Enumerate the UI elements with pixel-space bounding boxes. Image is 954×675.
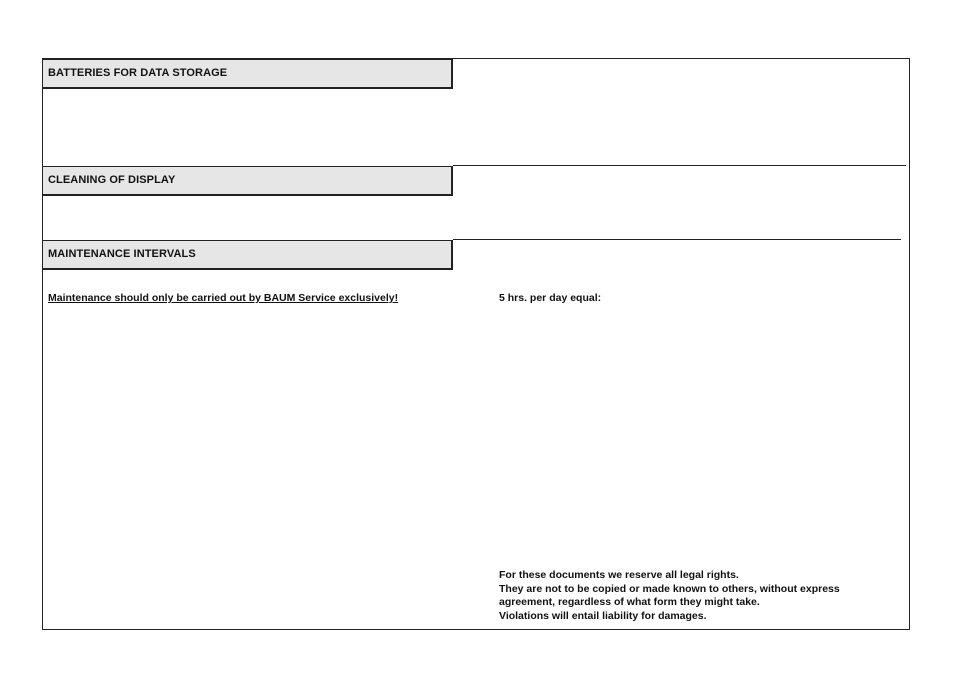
section-header-batteries: BATTERIES FOR DATA STORAGE	[42, 59, 453, 89]
divider-line	[453, 165, 906, 166]
legal-line: They are not to be copied or made known to others, without express	[499, 582, 840, 595]
maintenance-notice: Maintenance should only be carried out by BAUM Service exclusively!	[48, 292, 399, 304]
hours-per-day-label: 5 hrs. per day equal:	[499, 292, 602, 304]
document-frame	[42, 58, 910, 630]
legal-line: agreement, regardless of what form they might take.	[499, 596, 760, 608]
divider-line	[453, 239, 901, 240]
section-header-cleaning: CLEANING OF DISPLAY	[42, 166, 453, 196]
legal-line: For these documents we reserve all legal rights.	[499, 569, 739, 581]
legal-line: Violations will entail liability for damages.	[499, 609, 707, 622]
section-header-maintenance: MAINTENANCE INTERVALS	[42, 240, 453, 270]
legal-notice	[499, 569, 899, 623]
